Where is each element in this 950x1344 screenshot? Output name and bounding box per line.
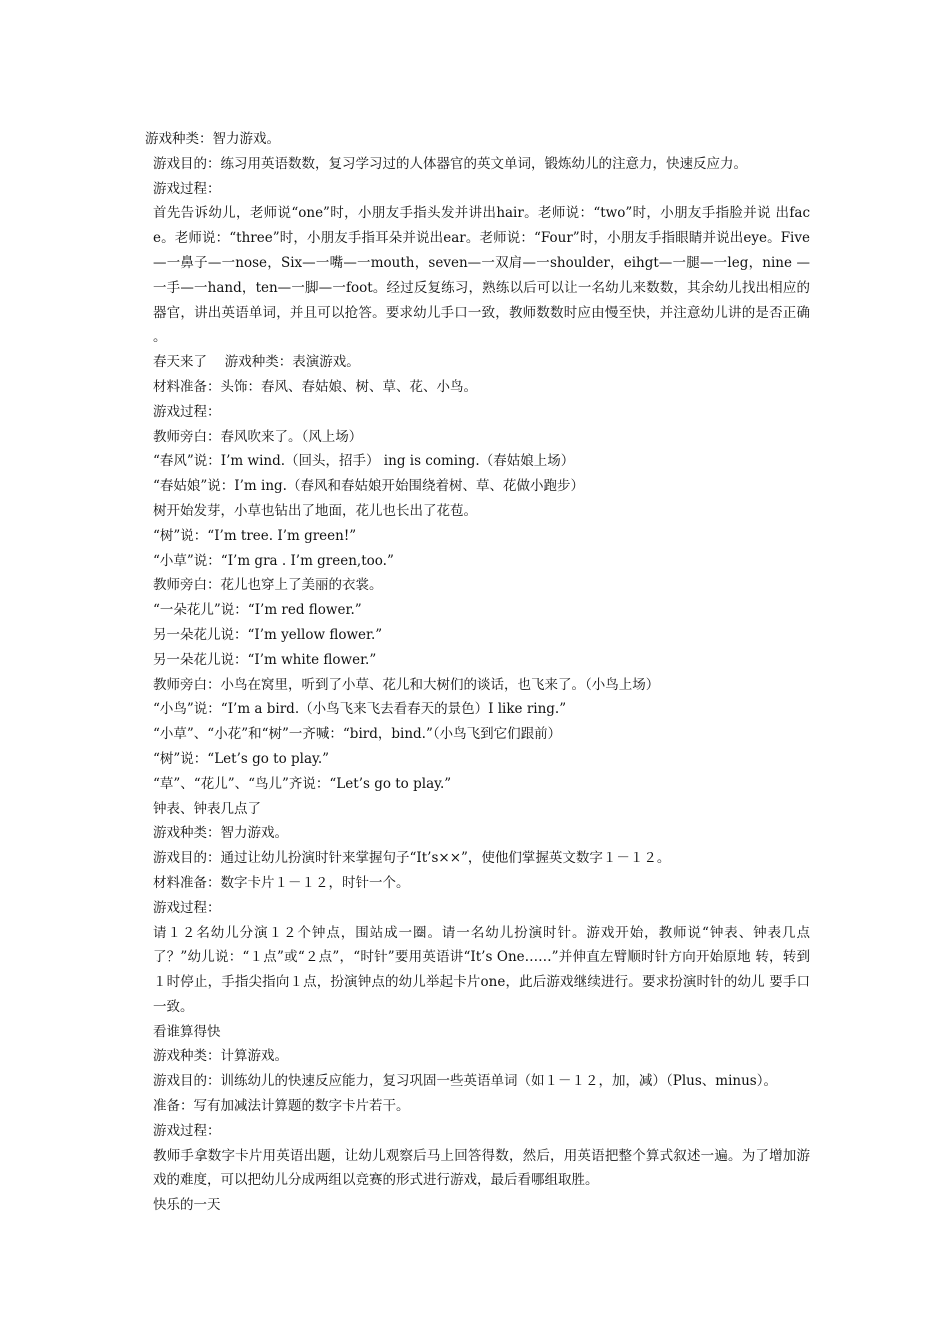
- text-line: 教师旁白：花儿也穿上了美丽的衣裳。: [153, 577, 383, 594]
- text-line: 游戏目的：练习用英语数数，复习学习过的人体器官的英文单词，锻炼幼儿的注意力，快速反应力。: [153, 155, 747, 172]
- text-line: “树”说：“I’m tree. I’m green!”: [153, 527, 357, 544]
- text-line: 树开始发芽，小草也钻出了地面，花儿也长出了花苞。: [153, 502, 477, 519]
- text-line: 材料准备：数字卡片１－１２，时针一个。: [153, 874, 410, 891]
- text-line: 教师旁白：春风吹来了。（风上场）: [153, 428, 363, 445]
- text-line: 准备：写有加减法计算题的数字卡片若干。: [153, 1098, 410, 1115]
- text-line: “草”、“花儿”、“鸟儿”齐说：“Let’s go to play.”: [153, 775, 452, 792]
- paragraph: 请１２名幼儿分演１２个钟点，围站成一圈。请一名幼儿扮演时针。游戏开始，教师说“钟表、钟表几点了？”幼儿说：“１点”或“２点”，“时针”要用英语讲“It’s One……”并伸直左臂顺时针方向开始原地 转，转到１时停止，手指尖指向１点，扮演钟点的幼儿举起卡片one，此后游戏继续进行。要求扮演时针的幼儿 要手口一致。: [153, 924, 810, 1015]
- text-line: “春风”说：I’m wind.（回头，招手） ing is coming.（春姑娘上场）: [153, 453, 575, 470]
- text-line: “树”说：“Let’s go to play.”: [153, 750, 330, 767]
- text-line: 另一朵花儿说：“I’m yellow flower.”: [153, 626, 383, 643]
- section-title: 钟表、钟表几点了: [153, 800, 261, 817]
- document-body: [145, 127, 810, 1218]
- paragraph: 教师手拿数字卡片用英语出题，让幼儿观察后马上回答得数，然后，用英语把整个算式叙述一遍。为了增加游戏的难度，可以把幼儿分成两组以竞赛的形式进行游戏，最后看哪组取胜。: [153, 1147, 810, 1189]
- text-line: 游戏过程：: [153, 180, 221, 197]
- text-line: 游戏过程：: [153, 403, 221, 420]
- text-line: “小草”说：“I’m gra . I’m green,too.”: [153, 552, 394, 569]
- text-line: 游戏目的：通过让幼儿扮演时针来掌握句子“It’s××”，使他们掌握英文数字１－１２。: [153, 850, 671, 867]
- text-line: “一朵花儿”说：“I’m red flower.”: [153, 602, 362, 619]
- text-line: 游戏种类：计算游戏。: [153, 1048, 288, 1065]
- text-line: 游戏种类：智力游戏。: [153, 825, 288, 842]
- text-line: 另一朵花儿说：“I’m white flower.”: [153, 651, 377, 668]
- text-line: 材料准备：头饰：春风、春姑娘、树、草、花、小鸟。: [153, 378, 477, 395]
- text-line: “春姑娘”说：I’m ing.（春风和春姑娘开始围绕着树、草、花做小跑步）: [153, 478, 584, 495]
- section-title: 看谁算得快: [153, 1023, 221, 1040]
- text-line: 游戏种类：智力游戏。: [145, 131, 280, 147]
- text-line: 游戏目的：训练幼儿的快速反应能力，复习巩固一些英语单词（如１－１２，加，减）（Plus、minus）。: [153, 1073, 777, 1090]
- section-title: 快乐的一天: [153, 1197, 221, 1214]
- text-line: “小鸟”说：“I’m a bird.（小鸟飞来飞去看春天的景色）I like ring.”: [153, 701, 567, 718]
- text-line: 游戏过程：: [153, 1122, 221, 1139]
- section-title: 春天来了 游戏种类：表演游戏。: [153, 354, 360, 371]
- text-line: 游戏过程：: [153, 899, 221, 916]
- text-line: “小草”、“小花”和“树”一齐喊：“bird，bind.”（小鸟飞到它们跟前）: [153, 726, 562, 743]
- text-line: 教师旁白：小鸟在窝里，听到了小草、花儿和大树们的谈话，也飞来了。（小鸟上场）: [153, 676, 660, 693]
- paragraph: 首先告诉幼儿，老师说“one”时，小朋友手指头发并讲出hair。老师说：“two”时，小朋友手指脸并说 出face。老师说：“three”时，小朋友手指耳朵并说出ear。老师说：“Four”时，小朋友手指眼睛并说出eye。Five—一鼻子—一nose，Six—一嘴—一mouth，seven—一双肩—一shoulder，eihgt—一腿—一leg，nine —一手—一hand，ten—一脚—一foot。经过反复练习，熟练以后可以让一名幼儿来数数，其余幼儿找出相应的 器官，讲出英语单词，并且可以抢答。要求幼儿手口一致，教师数数时应由慢至快，并注意幼儿讲的是否正确 。: [153, 205, 810, 346]
